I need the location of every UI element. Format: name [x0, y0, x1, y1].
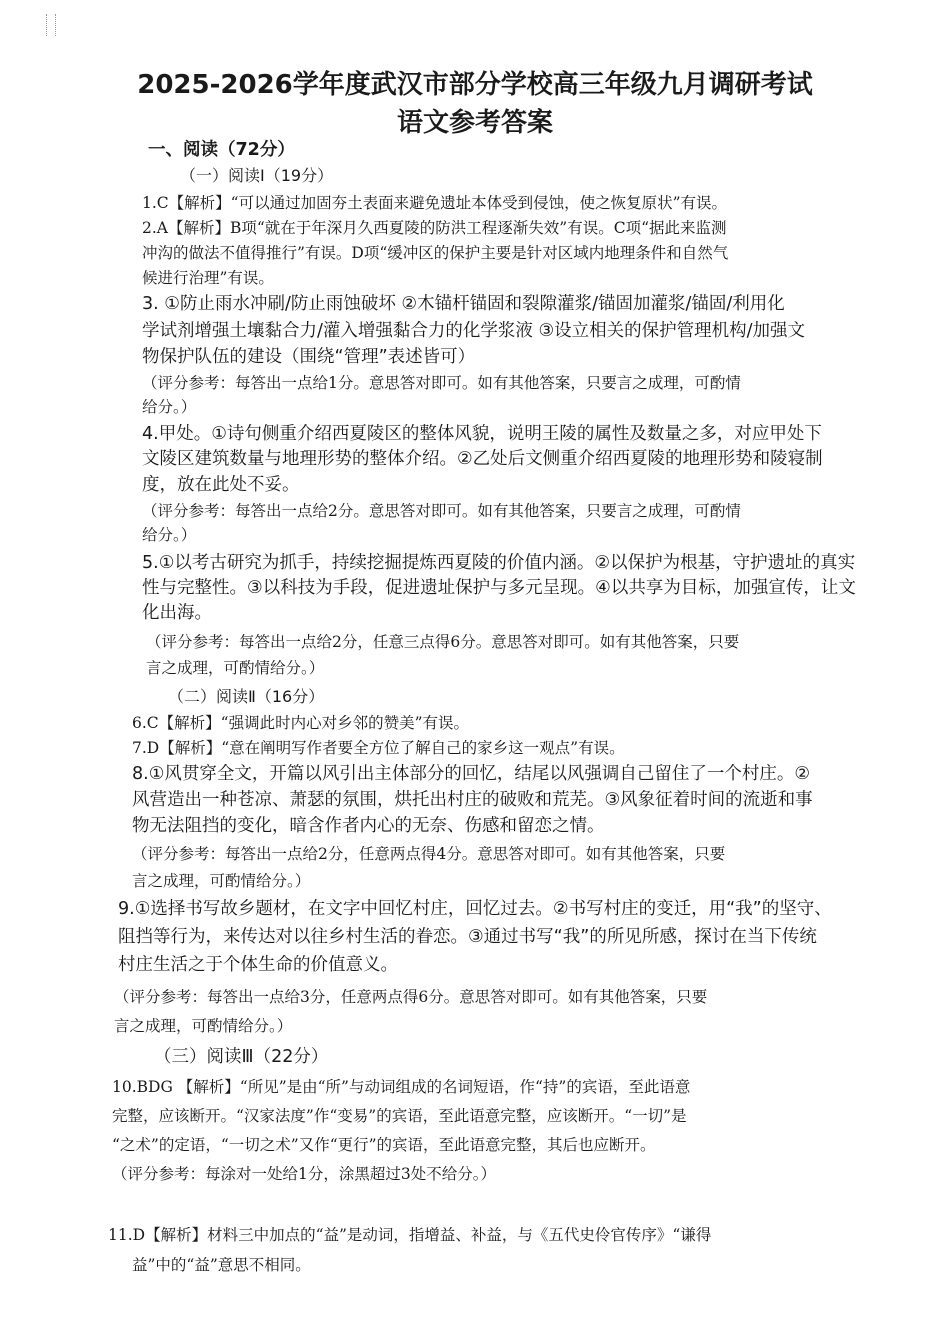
page-title: 2025-2026学年度武汉市部分学校高三年级九月调研考试: [137, 70, 813, 100]
answer-line: 度，放在此处不妥。: [142, 475, 300, 495]
scoring-note: 言之成理，可酌情给分。）: [146, 659, 325, 677]
scoring-note: （评分参考：每答出一点给3分，任意两点得6分。意思答对即可。如有其他答案，只要: [114, 988, 708, 1006]
answer-line: 物保护队伍的建设（围绕“管理”表述皆可）: [142, 347, 476, 367]
subsection-heading-reading-2: （二）阅读Ⅱ（16分）: [168, 687, 325, 706]
answer-line: 风营造出一种苍凉、萧瑟的氛围，烘托出村庄的破败和荒芜。③风象征着时间的流逝和事: [132, 790, 813, 810]
answer-line: 6.C【解析】“强调此时内心对乡邻的赞美”有误。: [132, 714, 469, 732]
page-subtitle: 语文参考答案: [396, 108, 553, 138]
scoring-note: 言之成理，可酌情给分。）: [114, 1017, 293, 1035]
answer-line: 11.D【解析】材料三中加点的“益”是动词，指增益、补益，与《五代史伶官传序》“谦得: [108, 1226, 712, 1244]
answer-line: 村庄生活之于个体生命的价值意义。: [118, 955, 398, 975]
scoring-note: 给分。）: [142, 526, 197, 544]
answer-line: 阻挡等行为，来传达对以往乡村生活的眷恋。③通过书写“我”的所见所感，探讨在当下传统: [118, 927, 817, 947]
answer-line: 5.①以考古研究为抓手，持续挖掘提炼西夏陵的价值内涵。②以保护为根基，守护遗址的真实: [142, 553, 856, 573]
answer-line: 学试剂增强土壤黏合力/灌入增强黏合力的化学浆液 ③设立相关的保护管理机构/加强文: [142, 321, 806, 341]
answer-line: 化出海。: [142, 603, 212, 623]
scoring-note: （评分参考：每答出一点给2分，任意两点得4分。意思答对即可。如有其他答案，只要: [132, 845, 726, 863]
scoring-note: （评分参考：每涂对一处给1分，涂黑超过3处不给分。）: [112, 1165, 496, 1183]
answer-line: 完整，应该断开。“汉家法度”作“变易”的宾语，至此语意完整，应该断开。“一切”是: [112, 1107, 687, 1125]
answer-line: 10.BDG 【解析】“所见”是由“所”与动词组成的名词短语，作“持”的宾语，至此语意: [112, 1078, 691, 1096]
answer-line: 3. ①防止雨水冲刷/防止雨蚀破坏 ②木锚杆锚固和裂隙灌浆/锚固加灌浆/锚固/利用化: [142, 294, 785, 314]
answer-line: 1.C【解析】“可以通过加固夯土表面来避免遗址本体受到侵蚀，使之恢复原状”有误。: [142, 194, 727, 212]
section-heading-reading: 一、阅读（72分）: [148, 140, 295, 160]
answer-line: 9.①选择书写故乡题材，在文字中回忆村庄，回忆过去。②书写村庄的变迁，用“我”的坚守、: [118, 899, 832, 919]
subsection-heading-reading-1: （一）阅读Ⅰ（19分）: [180, 166, 334, 185]
answer-line: 冲沟的做法不值得推行”有误。D项“缓冲区的保护主要是针对区域内地理条件和自然气: [142, 244, 729, 262]
scoring-note: 言之成理，可酌情给分。）: [132, 872, 311, 890]
answer-line: 4.甲处。①诗句侧重介绍西夏陵区的整体风貌，说明王陵的属性及数量之多，对应甲处下: [142, 424, 822, 444]
answer-line: 候进行治理”有误。: [142, 269, 274, 287]
scoring-note: （评分参考：每答出一点给2分，任意三点得6分。意思答对即可。如有其他答案，只要: [146, 633, 740, 651]
answer-line: 益”中的“益”意思不相同。: [132, 1256, 311, 1274]
answer-line: 文陵区建筑数量与地理形势的整体介绍。②乙处后文侧重介绍西夏陵的地理形势和陵寝制: [142, 449, 823, 469]
answer-line: 7.D【解析】“意在阐明写作者要全方位了解自己的家乡这一观点”有误。: [132, 739, 625, 757]
answer-line: “之术”的定语，“一切之术”又作“更行”的宾语，至此语意完整，其后也应断开。: [112, 1136, 656, 1154]
scoring-note: （评分参考：每答出一点给2分。意思答对即可。如有其他答案，只要言之成理，可酌情: [142, 502, 741, 520]
subsection-heading-reading-3: （三）阅读Ⅲ（22分）: [154, 1047, 329, 1067]
scoring-note: 给分。）: [142, 398, 197, 416]
answer-line: 8.①风贯穿全文，开篇以风引出主体部分的回忆，结尾以风强调自己留住了一个村庄。②: [132, 764, 811, 784]
answer-line: 2.A【解析】B项“就在于年深月久西夏陵的防洪工程逐渐失效”有误。C项“据此来监测: [142, 219, 727, 237]
scoring-note: （评分参考：每答出一点给1分。意思答对即可。如有其他答案，只要言之成理，可酌情: [142, 374, 741, 392]
margin-mark: [46, 14, 56, 36]
answer-line: 物无法阻挡的变化，暗含作者内心的无奈、伤感和留恋之情。: [132, 816, 605, 836]
answer-line: 性与完整性。③以科技为手段，促进遗址保护与多元呈现。④以共享为目标，加强宣传，让文: [142, 578, 856, 598]
